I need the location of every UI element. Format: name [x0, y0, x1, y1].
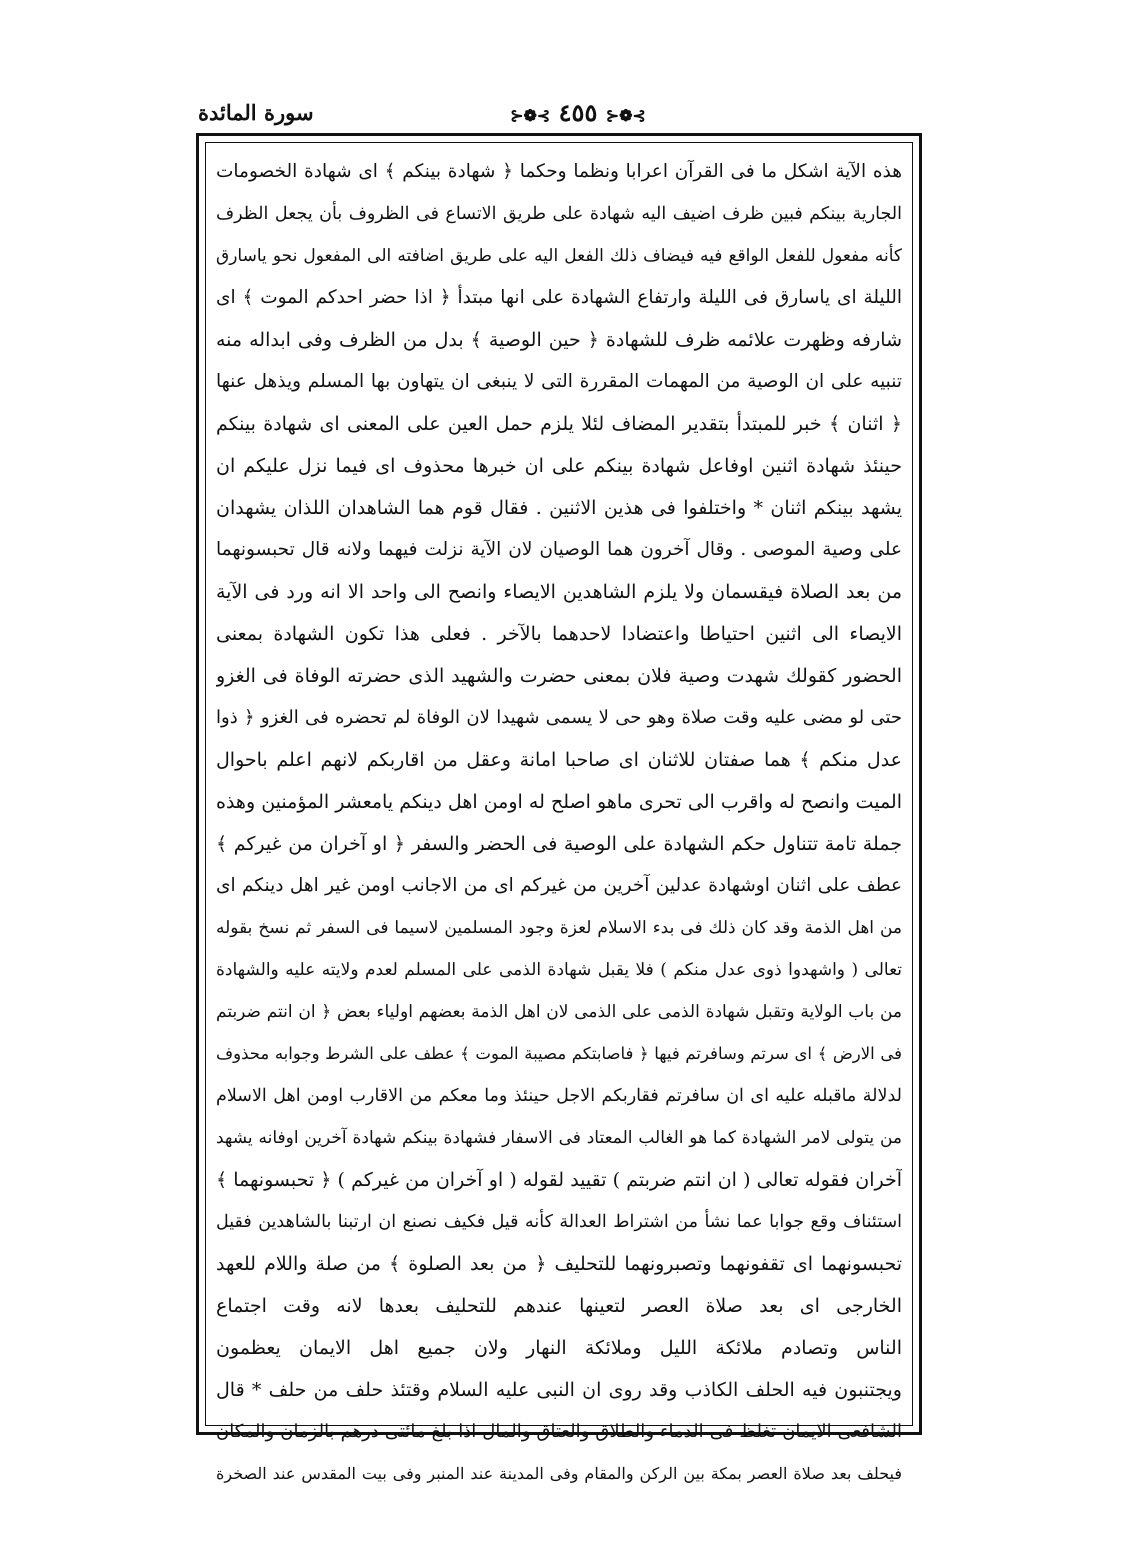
- ornament-right-icon: ⊱❁⊰: [510, 106, 551, 125]
- surah-title: سورة المائدة: [198, 100, 314, 125]
- tafsir-text: [216, 151, 902, 1483]
- text-line: الايصاء الى اثنين احتياطا واعتضادا لاحدهما بالآخر . فعلى هذا تكون الشهادة بمعنى: [216, 623, 902, 645]
- page-number: ٤٥٥: [558, 98, 598, 127]
- text-line: عدل منكم ﴾ هما صفتان للاثنان اى صاحبا امانة وعقل من اقاربكم لانهم اعلم باحوال: [216, 749, 902, 771]
- text-line: الجارية بينكم فبين ظرف اضيف اليه شهادة على طريق الاتساع فى الظروف بأن يجعل الظرف: [216, 204, 902, 224]
- text-line: فيحلف بعد صلاة العصر بمكة بين الركن والمقام وفى المدينة عند المنبر وفى بيت المقدس عند الصخرة: [216, 1464, 902, 1483]
- text-line: يشهد بينكم اثنان * واختلفوا فى هذين الاثنين . فقال قوم هما الشاهدان اللذان يشهدان: [216, 497, 902, 519]
- text-line: الميت وانصح له واقرب الى تحرى ماهو اصلح له اومن اهل دينكم يامعشر المؤمنين وهذه: [216, 791, 902, 813]
- page-number-block: [498, 98, 658, 127]
- text-line: الشافعى الايمان تغلظ فى الدماء والطلاق والعتاق والمال اذا بلغ مائتى درهم بالزمان والمكان: [216, 1421, 902, 1442]
- text-line: عطف على اثنان اوشهادة عدلين آخرين من غيركم اى من الاجانب اومن غير اهل دينكم اى: [216, 875, 902, 896]
- text-line: من يتولى لامر الشهادة كما هو الغالب المعتاد فى الاسفار فشهادة بينكم شهادة آخرين اوفانه يشهد: [216, 1128, 902, 1148]
- page-frame-inner: [205, 142, 913, 1483]
- text-line: الناس وتصادم ملائكة الليل وملائكة النهار ولان جميع اهل الايمان يعظمون: [216, 1337, 902, 1359]
- text-line: من اهل الذمة وقد كان ذلك فى بدء الاسلام لعزة وجود المسلمين لاسيما فى السفر ثم نسخ بقوله: [216, 918, 902, 938]
- page-header: [198, 96, 918, 138]
- text-line: حتى لو مضى عليه وقت صلاة وهو حى لا يسمى شهيدا لان الوفاة لم تحضره فى الغزو ﴿ ذوا: [216, 707, 902, 728]
- text-line: جملة تامة تتناول حكم الشهادة على الوصية فى الحضر والسفر ﴿ او آخران من غيركم ﴾: [216, 833, 902, 855]
- text-line: تحبسونهما اى تقفونهما وتصبرونهما للتحليف ﴿ من بعد الصلوة ﴾ من صلة واللام للعهد: [216, 1253, 902, 1275]
- text-line: الحضور كقولك شهدت وصية فلان بمعنى حضرت والشهيد الذى حضرته الوفاة فى الغزو: [216, 665, 902, 687]
- text-line: كأنه مفعول للفعل الواقع فيه فيضاف ذلك الفعل اليه على طريق اضافته الى المفعول نحو ياسارق: [216, 246, 902, 266]
- text-line: على وصية الموصى . وقال آخرون هما الوصيان لان الآية نزلت فيهما ولانه قال تحبسونهما: [216, 539, 902, 560]
- page-frame: [196, 133, 922, 1483]
- text-line: شارفه وظهرت علائمه ظرف للشهادة ﴿ حين الوصية ﴾ بدل من الظرف وفى ابداله منه: [216, 329, 902, 351]
- ornament-left-icon: ⊱❁⊰: [605, 106, 646, 125]
- text-line: لدلالة ماقبله عليه اى ان سافرتم فقاربكم الاجل حينئذ وما معكم من الاقارب اومن اهل الاسلام: [216, 1086, 902, 1106]
- text-line: ويجتنبون فيه الحلف الكاذب وقد روى ان النبى عليه السلام وقتئذ حلف من حلف * قال: [216, 1379, 902, 1401]
- text-line: حينئذ شهادة اثنين اوفاعل شهادة بينكم على ان خبرها محذوف اى فيما نزل عليكم ان: [216, 455, 902, 477]
- text-line: تعالى ( واشهدوا ذوى عدل منكم ) فلا يقبل شهادة الذمى على المسلم لعدم ولايته عليه والشهادة: [216, 960, 902, 980]
- text-line: فى الارض ﴾ اى سرتم وسافرتم فيها ﴿ فاصابتكم مصيبة الموت ﴾ عطف على الشرط وجوابه محذوف: [216, 1044, 902, 1063]
- text-line: من بعد الصلاة فيقسمان ولا يلزم الشاهدين الايصاء وانصح الى واحد الا انه ورد فى الآية: [216, 581, 902, 603]
- text-line: آخران فقوله تعالى ( ان انتم ضربتم ) تقييد لقوله ( او آخران من غيركم ) ﴿ تحبسونهما ﴾: [216, 1169, 902, 1191]
- text-line: من باب الولاية وتقبل شهادة الذمى على الذمى لان اهل الذمة بعضهم اولياء بعض ﴿ ان انتم ضربتم: [216, 1002, 902, 1022]
- text-line: ﴿ اثنان ﴾ خبر للمبتدأ بتقدير المضاف لئلا يلزم حمل العين على المعنى اى شهادة بينكم: [216, 413, 902, 435]
- text-line: تنبيه على ان الوصية من المهمات المقررة التى لا ينبغى ان يتهاون بها المسلم ويذهل عنها: [216, 371, 902, 392]
- text-line: الخارجى اى بعد صلاة العصر لتعينها عندهم للتحليف بعدها لانه وقت اجتماع: [216, 1295, 902, 1317]
- text-line: استئناف وقع جوابا عما نشأ من اشتراط العدالة كأنه قيل فكيف نصنع ان ارتبنا بالشاهدين فقيل: [216, 1212, 902, 1232]
- text-line: الليلة اى ياسارق فى الليلة وارتفاع الشهادة على انها مبتدأ ﴿ اذا حضر احدكم الموت ﴾ اى: [216, 287, 902, 308]
- text-line: هذه الآية اشكل ما فى القرآن اعرابا ونظما وحكما ﴿ شهادة بينكم ﴾ اى شهادة الخصومات: [216, 161, 902, 182]
